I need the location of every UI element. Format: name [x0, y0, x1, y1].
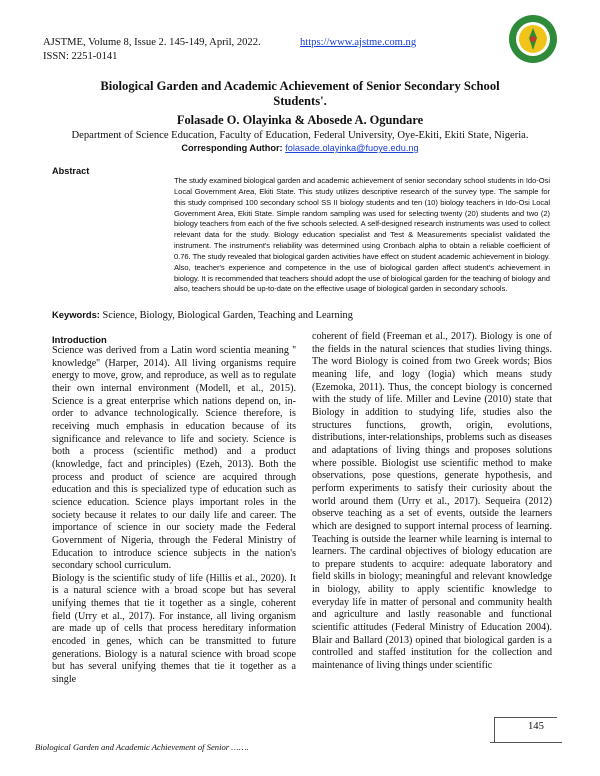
title-line-1: Biological Garden and Academic Achievement of Senior Secondary School — [100, 79, 500, 93]
corresponding-author — [30, 143, 570, 153]
paragraph: Science was derived from a Latin word scientia meaning '' knowledge'' (Harper, 2014). All living organisms require energy to move, grow, and reproduce, as well as to regulate their own internal environment (Modell, et al., 2015). Science is a great enterprise which nations depend on, in-order to advance technologically. Science therefore, is receiving much emphasis in education because of its significance and relevance to life and society. Science is both a process (scientific method) and a product (knowledge, fact and principles) (Ezeh, 2013). Both the process and product of science are acquired through education and this is specialized type of education such as science education. Science plays important roles in the society because it relates to our daily life and career. The importance of science in our society made the Federal Government of Nigeria, through the Federal Ministry of Education to introduce science subjects in the nation's secondary school curriculum. — [52, 345, 296, 572]
paragraph: coherent of field (Freeman et al., 2017). Biology is one of the fields in the natural sciences that studies living things. The word Biology is coined from two Greek words; Bios meaning life, and logy (logia) which means study (Ezemoka, 2011). Thus, the concept biology is concerned with the study of life. Miller and Levine (2010) state that Biology in addition to studying life, studies also the structures functions, growth, origin, evolutions, distributions, inter-relationships, problems such as diseases and adaptations of living things and proposes solutions where possible. Biologist use scientific method to make observations, pose questions, generate hypothesis, and perform experiments to satisfy their curiosity about the world around them (Urry et al., 2017). Sequeira (2012) observe teaching as a set of events, outside the learners which are designed to support internal process of learning. Teaching is outside the learner while learning is internal to learners. The cardinal objectives of biology education are to prepare students to acquire: adequate laboratory and field skills in biology; meaningful and relevant knowledge in biology, ability to apply scientific knowledge to everyday life in matter of personal and community health and agriculture and lastly reasonable and functional scientific attitudes (Federal Ministry of Education 2004). Blair and Ballard (2013) opined that biological garden is a controlled and staffed institution for the collection and maintenance of living things under scientific — [312, 331, 552, 672]
paper-title — [50, 79, 550, 109]
page-number: 145 — [528, 721, 544, 732]
keywords-text: Science, Biology, Biological Garden, Teaching and Learning — [102, 310, 353, 321]
corresponding-email-link[interactable]: folasade.olayinka@fuoye.edu.ng — [285, 143, 419, 153]
page-number-box — [494, 717, 557, 742]
keywords-label: Keywords: — [52, 309, 100, 320]
body-column-right — [312, 331, 552, 673]
footer-divider — [490, 742, 562, 743]
abstract-text: The study examined biological garden and academic achievement of senior secondary school students in Ido-Osi Local Government Area, Ekiti State. This study utilizes descriptive research of the survey type. The sample for this study comprised 100 secondary school SS II biology students and ten (10) biology teachers in Ido-Osi Local Government Area, Ekiti State. Simple random sampling was used for selecting twenty (20) students and two (2) biology teachers from each of the five schools selected. A self-designed research instruments was used to collect relevant data for the study. Biology education specialist and Test & Measurements specialist validated the instrument. The instrument's reliability was determined using Cronbach alpha to obtain a reliable coefficient of 0.76. The study revealed that biological garden activities have effect on student academic achievement in biology. Also, teacher's experience and competence in the use of biological garden affect student's achievement in biology. It is recommended that teachers should adopt the use of biological garden for the teaching of biology and also, teachers should be up-to-date on the effective usage of biological garden in secondary schools. — [174, 176, 550, 294]
journal-url-link[interactable]: https://www.ajstme.com.ng — [300, 37, 417, 48]
authors: Folasade O. Olayinka & Abosede A. Ogundare — [176, 113, 424, 127]
body-column-left — [52, 345, 296, 687]
issn: ISSN: 2251-0141 — [43, 51, 118, 62]
title-line-2: Students'. — [273, 94, 327, 108]
introduction-heading: Introduction — [52, 334, 107, 345]
keywords — [52, 309, 552, 321]
journal-citation: AJSTME, Volume 8, Issue 2. 145-149, April, 2022. — [43, 37, 261, 48]
journal-logo — [508, 14, 558, 64]
abstract-heading: Abstract — [52, 166, 90, 176]
paragraph: Biology is the scientific study of life (Hillis et al., 2020). It is a natural science with a broad scope but has several unifying themes that tie it together as a single, coherent field (Urry et al., 2017). For instance, all living organism are made up of cells that process hereditary information encoded in genes, which can be transmitted to future generations. Biology is a natural science with broad scope but has several unifying themes that tie it together as a single — [52, 572, 296, 686]
affiliation: Department of Science Education, Faculty of Education, Federal University, Oye-Ekiti, Ekiti State, Nigeria. — [71, 130, 529, 141]
corresponding-author-label: Corresponding Author: — [181, 143, 283, 153]
running-footer: Biological Garden and Academic Achievement of Senior ……. — [35, 742, 249, 752]
